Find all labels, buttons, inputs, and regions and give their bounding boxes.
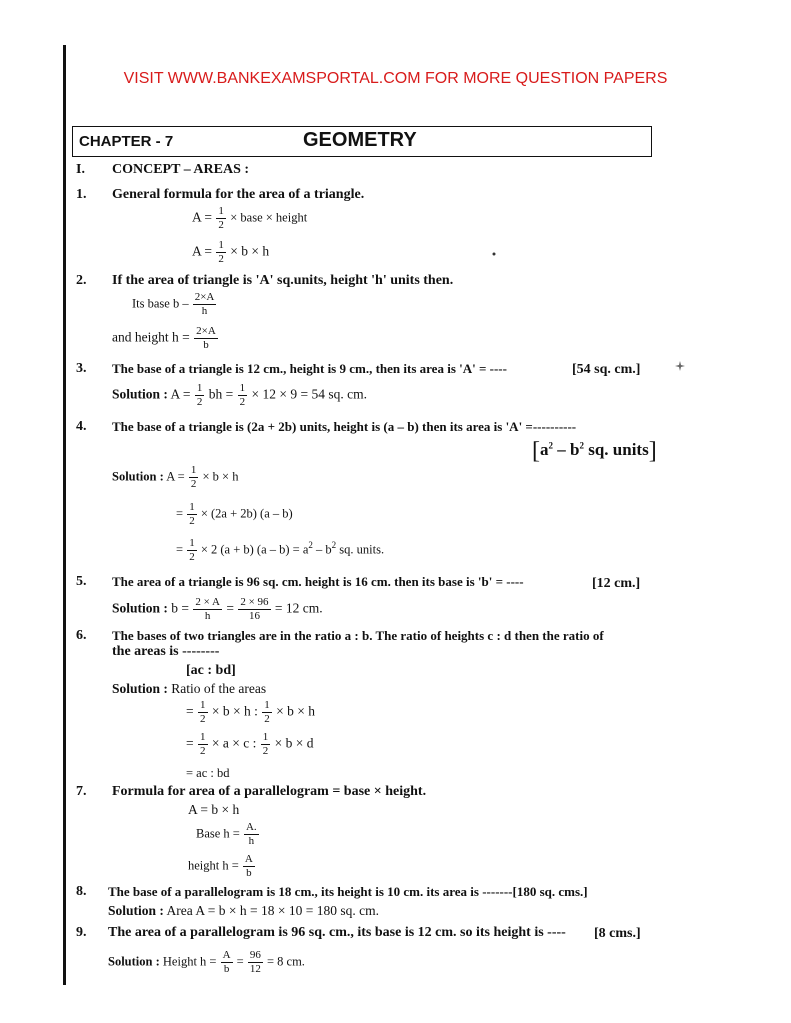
item-4-answer (532, 438, 657, 465)
exponent: 2 (548, 440, 553, 451)
left-margin-line (63, 45, 66, 985)
numerator: 1 (189, 501, 195, 513)
item-5-answer: [12 cm.] (592, 576, 641, 591)
item-9-number: 9. (76, 925, 87, 940)
item-9-question: The area of a parallelogram is 96 sq. cm., its base is 12 cm. so its height is ---- (108, 925, 566, 940)
formula-rest: = 12 cm. (274, 600, 323, 616)
answer-unit: sq. units (583, 440, 649, 459)
fraction-half (187, 538, 197, 563)
numerator: 1 (239, 382, 246, 394)
item-6-question: The bases of two triangles are in the ratio a : b. The ratio of heights c : d then the ratio of (112, 628, 604, 643)
item-6-number: 6. (76, 628, 87, 643)
item-2-formula-2 (112, 326, 219, 351)
numerator: A (244, 853, 253, 865)
item-3-question: The base of a triangle is 12 cm., height is 9 cm., then its area is 'A' = ---- (112, 361, 507, 376)
numerator: 1 (218, 239, 224, 251)
formula-lhs: = (186, 735, 194, 751)
formula-lhs: A = (166, 469, 185, 484)
scan-speck-icon (674, 360, 686, 372)
item-4-question: The base of a triangle is (2a + 2b) units, height is (a – b) then its area is 'A' =---------- (112, 419, 577, 434)
formula-lhs: Base h = (196, 826, 240, 841)
equals-sign: = (236, 954, 244, 969)
item-8-number: 8. (76, 884, 87, 899)
solution-label: Solution : (112, 600, 168, 616)
numerator: 2×A (196, 325, 216, 337)
section-title: CONCEPT – AREAS : (112, 162, 250, 177)
item-1-formula-1 (192, 206, 307, 231)
exponent: 2 (579, 440, 584, 451)
denominator: 2 (200, 745, 206, 757)
item-7-formula-2 (196, 822, 260, 847)
formula-lhs: height h = (188, 858, 239, 873)
fraction (244, 822, 259, 847)
fraction (194, 326, 218, 351)
item-4-solution-line-1 (112, 465, 238, 490)
item-7-question: Formula for area of a parallelogram = base × height. (112, 784, 427, 799)
fraction (221, 950, 233, 975)
section-number: I. (76, 162, 85, 177)
denominator: b (203, 339, 209, 351)
banner-text: VISIT WWW.BANKEXAMSPORTAL.COM FOR MORE QUESTION PAPERS (123, 70, 668, 87)
solution-text: Ratio of the areas (171, 681, 267, 696)
fraction (238, 597, 270, 622)
denominator: h (201, 305, 208, 317)
formula-lhs: = (176, 506, 184, 521)
denominator: b (223, 963, 230, 975)
numerator: 1 (190, 464, 197, 476)
fraction (248, 950, 263, 975)
numerator: A (222, 949, 231, 961)
numerator: 1 (196, 382, 203, 394)
formula-lhs: and height h = (112, 329, 190, 345)
item-3-solution (112, 383, 367, 408)
denominator: 2 (190, 478, 197, 490)
formula-rest: × b × h (276, 703, 315, 719)
item-1-question: General formula for the area of a triangle. (112, 187, 365, 202)
item-1-number: 1. (76, 187, 87, 202)
item-2-question: If the area of triangle is 'A' sq.units, height 'h' units then. (112, 273, 454, 288)
fraction (243, 854, 255, 879)
item-1-formula-2 (192, 240, 269, 265)
fraction-half (198, 700, 208, 725)
denominator: 16 (248, 610, 260, 622)
denominator: 2 (189, 515, 195, 527)
item-6-solution-line-2 (186, 732, 313, 757)
numerator: 1 (200, 699, 206, 711)
chapter-label: CHAPTER - 7 (79, 133, 174, 150)
item-4-solution-line-2 (176, 502, 293, 527)
numerator: 2 × 96 (240, 596, 269, 608)
denominator: 2 (262, 745, 269, 757)
denominator: 2 (218, 219, 224, 231)
formula-rest: × b × d (274, 735, 314, 751)
item-2-formula-1 (132, 292, 217, 317)
solution-label: Solution : (108, 954, 160, 969)
item-6-question-continued: the areas is -------- (112, 644, 220, 659)
solution-label: Solution : (112, 469, 164, 484)
item-6-solution-line-1 (186, 700, 315, 725)
item-7-number: 7. (76, 784, 87, 799)
bracket-right: ] (648, 438, 657, 464)
fraction-half (216, 206, 226, 231)
solution-text: Area A = b × h = 18 × 10 = 180 sq. cm. (166, 903, 379, 918)
item-3-answer: [54 sq. cm.] (572, 362, 641, 377)
chapter-header-box (72, 126, 652, 157)
formula-lhs: A = (192, 209, 212, 225)
fraction-half (187, 502, 197, 527)
numerator: 96 (249, 949, 261, 961)
formula-rest: × 2 (a + b) (a – b) = a (200, 542, 309, 557)
numerator: 2×A (194, 291, 215, 303)
formula-lhs: = (176, 542, 184, 557)
fraction-half (261, 732, 271, 757)
item-6-solution (112, 681, 266, 697)
fraction (193, 597, 222, 622)
denominator: 2 (239, 396, 246, 408)
formula-lhs: A = (192, 243, 212, 259)
numerator: 1 (264, 699, 270, 711)
item-9-solution (108, 950, 305, 975)
item-5-solution (112, 597, 323, 622)
item-9-answer: [8 cms.] (594, 926, 641, 941)
scan-dot-icon (492, 252, 496, 256)
fraction-half (262, 700, 272, 725)
fraction-half (198, 732, 208, 757)
item-7-formula-3 (188, 854, 256, 879)
denominator: 2 (200, 713, 206, 725)
numerator: 1 (262, 731, 269, 743)
formula-rest: × (2a + 2b) (a – b) (200, 506, 293, 521)
numerator: 1 (218, 205, 224, 217)
numerator: 1 (200, 731, 206, 743)
numerator: A. (245, 821, 257, 833)
denominator: 2 (264, 713, 270, 725)
numerator: 1 (189, 537, 195, 549)
fraction-half (195, 383, 205, 408)
item-2-number: 2. (76, 273, 87, 288)
item-5-question: The area of a triangle is 96 sq. cm. height is 16 cm. then its base is 'b' = ---- (112, 574, 524, 589)
formula-rest: × 12 × 9 = 54 sq. cm. (251, 386, 368, 402)
formula-mid: × b × h : (211, 703, 258, 719)
denominator: h (204, 610, 211, 622)
solution-label: Solution : (112, 681, 168, 696)
formula-unit: sq. units. (336, 542, 385, 557)
denominator: b (246, 867, 252, 879)
solution-label: Solution : (112, 386, 168, 402)
exponent: 2 (331, 540, 337, 551)
answer-term: a (540, 440, 549, 459)
fraction-half (189, 465, 199, 490)
denominator: h (248, 835, 255, 847)
numerator: 2 × A (195, 596, 220, 608)
item-6-answer: [ac : bd] (186, 663, 236, 678)
item-3-number: 3. (76, 361, 87, 376)
denominator: 2 (189, 551, 195, 563)
formula-rest: × base × height (230, 210, 308, 225)
formula-lhs: b = (171, 600, 190, 616)
bracket-left: [ (532, 438, 540, 464)
formula-mid: × a × c : (211, 735, 257, 751)
item-6-solution-line-3: = ac : bd (186, 766, 230, 780)
formula-lhs: Its base b – (132, 296, 189, 311)
denominator: 12 (249, 963, 261, 975)
solution-label: Solution : (108, 903, 164, 918)
formula-rest: × b × h (202, 469, 239, 484)
formula-mid: bh = (208, 386, 234, 402)
fraction-half (238, 383, 248, 408)
formula-lhs: = (186, 703, 194, 719)
equals-sign: = (226, 600, 234, 616)
formula-lhs: Height h = (162, 954, 217, 969)
answer-term: – b (553, 440, 580, 459)
formula-lhs: A = (170, 386, 191, 402)
item-4-solution-line-3 (176, 538, 384, 563)
item-7-formula-1: A = b × h (188, 802, 240, 817)
formula-rest: = 8 cm. (266, 954, 305, 969)
formula-rest: – b (312, 542, 332, 557)
fraction (193, 292, 217, 317)
fraction-half (216, 240, 226, 265)
formula-rest: × b × h (230, 243, 270, 259)
item-8-question: The base of a parallelogram is 18 cm., its height is 10 cm. its area is -------[180 sq. cms.] (108, 884, 588, 899)
exponent: 2 (308, 540, 313, 551)
item-5-number: 5. (76, 574, 87, 589)
chapter-title: GEOMETRY (303, 129, 417, 151)
denominator: 2 (218, 253, 224, 265)
item-8-solution (108, 903, 379, 919)
denominator: 2 (196, 396, 203, 408)
item-4-number: 4. (76, 419, 87, 434)
